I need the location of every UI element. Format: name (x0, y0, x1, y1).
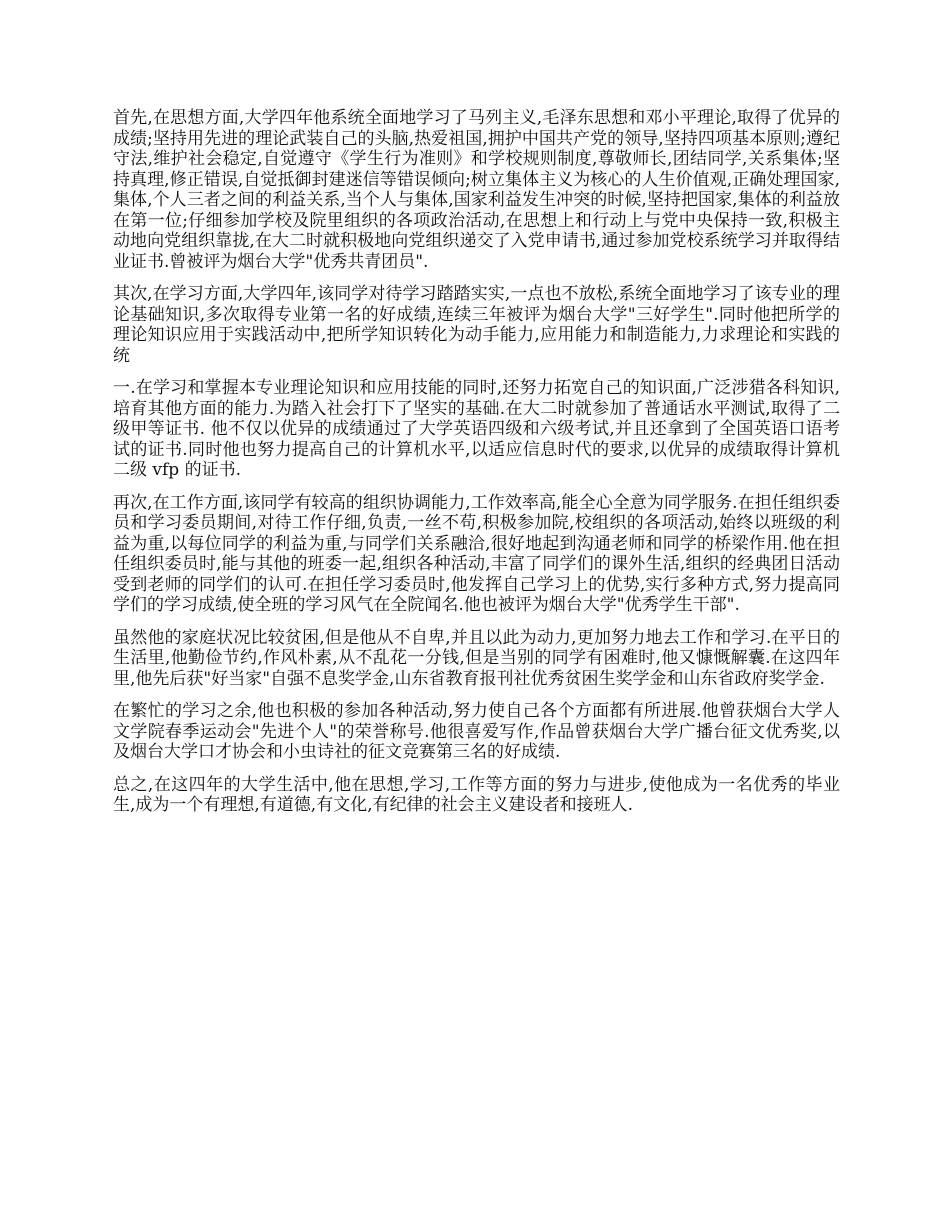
paragraph-activities: 在繁忙的学习之余,他也积极的参加各种活动,努力使自己各个方面都有所进展.他曾获烟台大学人文学院春季运动会"先进个人"的荣誉称号.他很喜爱写作,作品曾获烟台大学广播台征文优秀奖,以及烟台大学口才协会和小虫诗社的征文竞赛第三名的好成绩. (113, 701, 840, 762)
paragraph-work: 再次,在工作方面,该同学有较高的组织协调能力,工作效率高,能全心全意为同学服务.在担任组织委员和学习委员期间,对待工作仔细,负责,一丝不苟,积极参加院,校组织的各项活动,始终以班级的利益为重,以每位同学的利益为重,与同学们关系融洽,很好地起到沟通老师和同学的桥梁作用.他在担任组织委员时,能与其他的班委一起,组织各种活动,丰富了同学们的课外生活,组织的经典团日活动受到老师的同学们的认可.在担任学习委员时,他发挥自己学习上的优势,实行多种方式,努力提高同学们的学习成绩,使全班的学习风气在全院闻名.他也被评为烟台大学"优秀学生干部". (113, 492, 840, 615)
paragraph-knowledge: 一.在学习和掌握本专业理论知识和应用技能的同时,还努力拓宽自己的知识面,广泛涉猎各科知识,培育其他方面的能力.为踏入社会打下了坚实的基础.在大二时就参加了普通话水平测试,取得了二级甲等证书. 他不仅以优异的成绩通过了大学英语四级和六级考试,并且还拿到了全国英语口语考试的证书.同时他也努力提高自己的计算机水平,以适应信息时代的要求,以优异的成绩取得计算机二级 vfp 的证书. (113, 378, 840, 480)
paragraph-summary: 总之,在这四年的大学生活中,他在思想,学习,工作等方面的努力与进步,使他成为一名优秀的毕业生,成为一个有理想,有道德,有文化,有纪律的社会主义建设者和接班人. (113, 774, 840, 815)
document-body (113, 108, 840, 828)
paragraph-family: 虽然他的家庭状况比较贫困,但是他从不自卑,并且以此为动力,更加努力地去工作和学习.在平日的生活里,他勤俭节约,作风朴素,从不乱花一分钱,但是当别的同学有困难时,他又慷慨解囊.在这四年里,他先后获"好当家"自强不息奖学金,山东省教育报刊社优秀贫困生奖学金和山东省政府奖学金. (113, 627, 840, 689)
paragraph-ideology: 首先,在思想方面,大学四年他系统全面地学习了马列主义,毛泽东思想和邓小平理论,取得了优异的成绩;坚持用先进的理论武装自己的头脑,热爱祖国,拥护中国共产党的领导,坚持四项基本原则;遵纪守法,维护社会稳定,自觉遵守《学生行为准则》和学校规则制度,尊敬师长,团结同学,关系集体;坚持真理,修正错误,自觉抵御封建迷信等错误倾向;树立集体主义为核心的人生价值观,正确处理国家,集体,个人三者之间的利益关系,当个人与集体,国家利益发生冲突的时候,坚持把国家,集体的利益放在第一位;仔细参加学校及院里组织的各项政治活动,在思想上和行动上与党中央保持一致,积极主动地向党组织靠拢,在大二时就积极地向党组织递交了入党申请书,通过参加党校系统学习并取得结业证书.曾被评为烟台大学"优秀共青团员". (113, 108, 840, 272)
paragraph-study: 其次,在学习方面,大学四年,该同学对待学习踏踏实实,一点也不放松,系统全面地学习了该专业的理论基础知识,多次取得专业第一名的好成绩,连续三年被评为烟台大学"三好学生".同时他把所学的理论知识应用于实践活动中,把所学知识转化为动手能力,应用能力和制造能力,力求理论和实践的统 (113, 284, 840, 366)
